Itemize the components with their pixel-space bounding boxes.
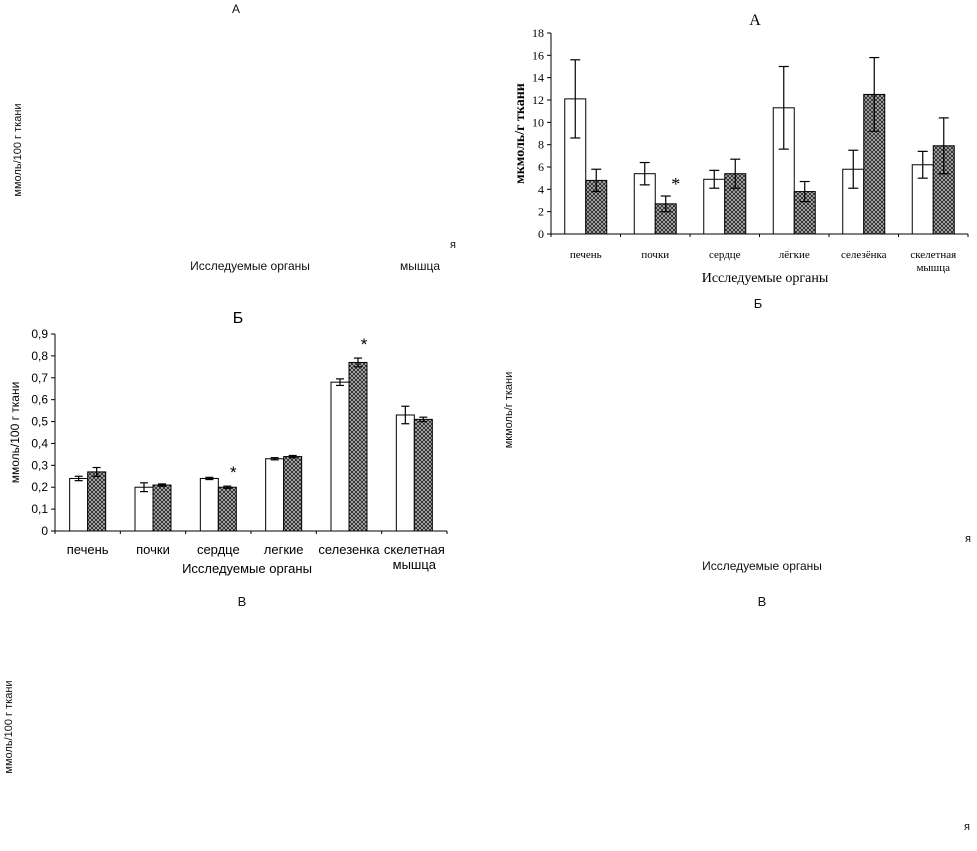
bar-hatched [153, 485, 171, 531]
chart-a [513, 12, 968, 286]
significance-marker: * [360, 335, 368, 355]
x-axis-label: Исследуемые органы [701, 271, 829, 286]
y-tick-label: 0,8 [31, 348, 48, 363]
x-tick-label: селезёнка [840, 249, 887, 261]
y-tick-label: 14 [532, 70, 544, 85]
chart-title: Б [232, 310, 244, 327]
bar-hatched [88, 472, 106, 531]
bar-hatched [414, 419, 432, 531]
x-tick-label: почки [641, 249, 670, 261]
faded-fragments [3, 2, 971, 833]
y-tick-label: 0 [41, 524, 48, 538]
fragment-right-middle-ya: я [965, 533, 971, 545]
y-tick-label: 0,3 [31, 458, 48, 473]
y-axis-label: мкмоль/г ткани [513, 83, 528, 184]
x-tick-label: печень [66, 542, 109, 557]
x-tick-label: сердце [708, 249, 741, 261]
y-tick-label: 16 [532, 48, 544, 63]
y-tick-label: 0,5 [31, 414, 48, 429]
fragment-bottom-right-ya: я [964, 821, 970, 833]
y-axis-label: ммоль/100 г ткани [8, 381, 22, 484]
y-tick-label: 0,2 [31, 480, 48, 495]
chart-title: А [749, 12, 761, 29]
bar-open [135, 487, 153, 531]
y-tick-label: 10 [532, 115, 544, 130]
y-tick-label: 0,1 [31, 502, 48, 517]
x-tick-label: мышца [916, 262, 951, 274]
y-tick-label: 2 [538, 204, 544, 219]
significance-marker: * [671, 174, 681, 195]
y-tick-label: 0,7 [31, 370, 48, 385]
x-tick-label: сердце [196, 542, 240, 557]
fragment-top-left-ya: я [450, 239, 456, 251]
y-tick-label: 4 [538, 182, 544, 197]
y-tick-label: 12 [532, 93, 544, 107]
y-tick-label: 18 [532, 26, 544, 40]
chart-b [8, 310, 447, 576]
bar-open [396, 415, 414, 531]
fragment-top-left-xlabel: Исследуемые органы [190, 259, 310, 273]
bar-open [200, 478, 218, 531]
bar-open [266, 459, 284, 531]
x-tick-label: почки [136, 542, 170, 557]
bar-hatched [284, 457, 302, 531]
fragment-bottom-left-ylabel: ммоль/100 г ткани [3, 680, 15, 774]
fragment-right-middle-ylabel: мкмоль/г ткани [503, 371, 515, 449]
fragment-right-middle-xlabel: Исследуемые органы [702, 559, 822, 573]
x-tick-label: мышца [392, 557, 437, 572]
x-tick-label: скелетная [910, 249, 957, 261]
y-tick-label: 8 [538, 137, 544, 152]
y-tick-label: 0 [538, 227, 544, 241]
fragment-top-left-muscle: мышца [399, 259, 441, 273]
x-tick-label: скелетная [383, 542, 445, 557]
y-tick-label: 0,9 [31, 327, 48, 341]
significance-marker: * [230, 463, 237, 483]
x-tick-label: селезенка [318, 542, 380, 557]
bar-hatched [218, 487, 236, 531]
x-tick-label: легкие [263, 542, 304, 557]
y-tick-label: 0,4 [31, 436, 48, 451]
bar-open [70, 478, 88, 531]
bar-hatched [349, 362, 367, 531]
y-tick-label: 6 [538, 160, 544, 174]
fragment-right-middle-title: Б [753, 296, 763, 311]
fragment-bottom-right-title: В [757, 594, 767, 609]
x-tick-label: печень [569, 249, 602, 261]
x-axis-label: Исследуемые органы [182, 561, 312, 576]
fragment-top-left-ylabel: ммоль/100 г ткани [12, 103, 24, 197]
fragment-top-left-title: А [231, 2, 241, 16]
fragment-bottom-left-title: В [237, 594, 247, 609]
x-tick-label: лёгкие [778, 249, 810, 261]
y-tick-label: 0,6 [31, 392, 48, 407]
bar-open [331, 382, 349, 531]
